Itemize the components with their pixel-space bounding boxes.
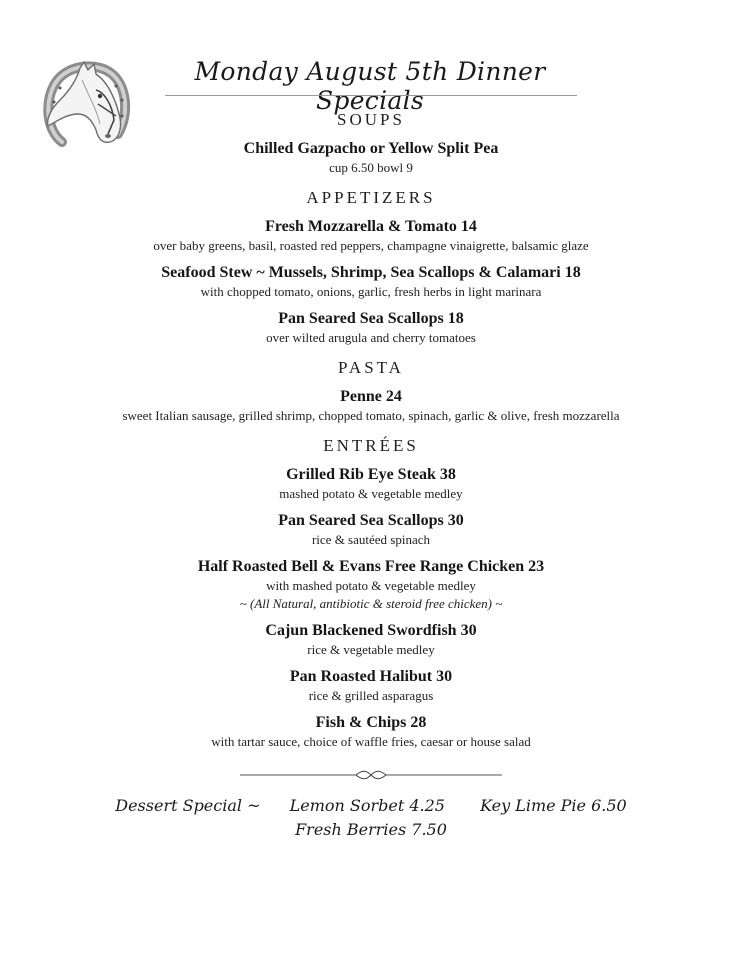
menu-item-name: Pan Seared Sea Scallops 18 [278,310,464,327]
dessert-special-line-2 [0,820,742,839]
menu-item-name: Grilled Rib Eye Steak 38 [286,466,456,483]
dessert-item: Fresh Berries 7.50 [295,820,447,839]
menu-item-description: rice & sautéed spinach [311,532,431,547]
menu-item-name: Pan Roasted Halibut 30 [289,668,453,685]
menu-item-description: over baby greens, basil, roasted red peppers, champagne vinaigrette, balsamic glaze [153,238,589,253]
title-divider [165,95,577,96]
menu-item-description: cup 6.50 bowl 9 [329,160,413,175]
menu-item-name: Fresh Mozzarella & Tomato 14 [265,218,477,235]
menu-item-description: over wilted arugula and cherry tomatoes [266,330,476,345]
menu-item-description: rice & grilled asparagus [308,688,434,703]
menu-item-name: Half Roasted Bell & Evans Free Range Chicken 23 [197,558,545,575]
menu-item-description: with mashed potato & vegetable medley [266,578,476,593]
menu-item-description: with tartar sauce, choice of waffle fries, caesar or house salad [211,734,531,749]
menu-body [0,104,742,751]
menu-item-name: Cajun Blackened Swordfish 30 [265,622,477,639]
ornamental-divider [240,770,502,780]
section-heading-appetizers: APPETIZERS [306,188,436,207]
menu-item-name: Penne 24 [340,388,402,405]
menu-item-name: Pan Seared Sea Scallops 30 [278,512,464,529]
dessert-label: Dessert Special ~ [115,796,261,815]
page-title: Monday August 5th Dinner Specials [194,57,546,115]
section-heading-pasta: PASTA [338,358,404,377]
menu-item-description: rice & vegetable medley [307,642,435,657]
dessert-special-line [0,796,742,815]
menu-item-description: mashed potato & vegetable medley [279,486,463,501]
menu-item-description: sweet Italian sausage, grilled shrimp, chopped tomato, spinach, garlic & olive, fresh mozzarella [122,408,620,423]
menu-item-description: with chopped tomato, onions, garlic, fresh herbs in light marinara [200,284,542,299]
menu-item-note: ~ (All Natural, antibiotic & steroid free chicken) ~ [239,596,503,611]
dessert-item: Lemon Sorbet 4.25 [289,796,445,815]
section-heading-entrees: ENTRÉES [323,436,419,455]
menu-item-name: Seafood Stew ~ Mussels, Shrimp, Sea Scallops & Calamari 18 [161,264,581,281]
menu-item-name: Fish & Chips 28 [315,714,427,731]
menu-item-name: Chilled Gazpacho or Yellow Split Pea [243,140,499,157]
section-heading-soups: SOUPS [337,110,405,129]
dessert-item: Key Lime Pie 6.50 [480,796,627,815]
